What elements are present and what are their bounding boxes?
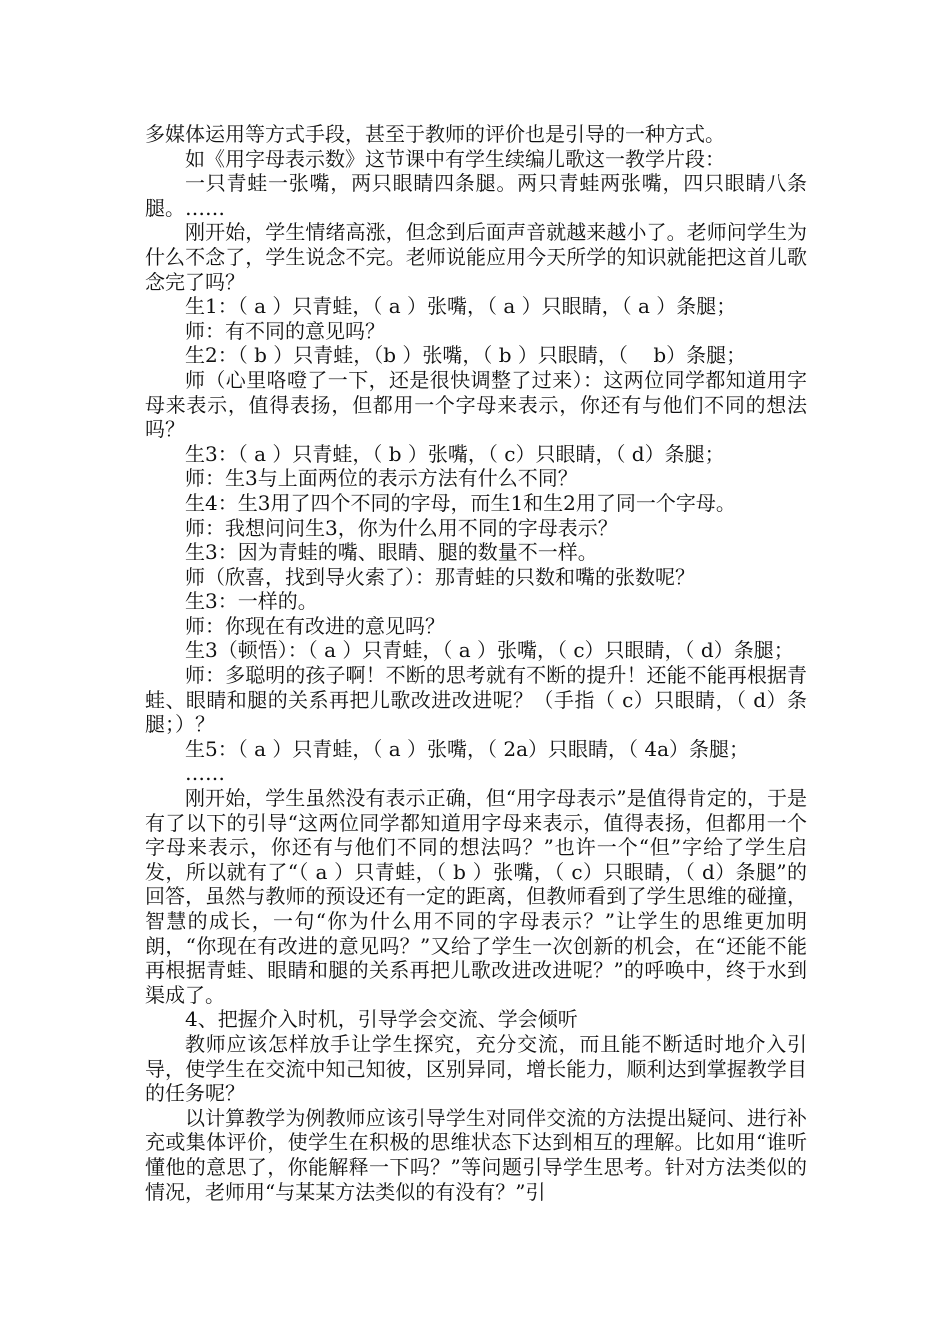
dialogue-line: 生3：一样的。 <box>185 589 318 614</box>
dialogue-line: 师：生3与上面两位的表示方法有什么不同？ <box>185 466 578 491</box>
dialogue-line: 生3（顿悟）：（ a ）只青蛙，（ a ）张嘴，（ c）只眼睛，（ d）条腿； <box>185 638 794 663</box>
paragraph: 以计算教学为例教师应该引导学生对同伴交流的方法提出疑问、进行补充或集体评价，使学生在积极的思维状态下达到相互的理解。比如用“谁听懂他的意思了，你能解释一下吗？”等问题引导学生思考。针对方法类似的情况，老师用“与某某方法类似的有没有？”引 <box>145 1105 807 1204</box>
paragraph: 如《用字母表示数》这节课中有学生续编儿歌这一教学片段： <box>185 146 725 171</box>
dialogue-line: 生3：因为青蛙的嘴、眼睛、腿的数量不一样。 <box>185 540 598 565</box>
dialogue-line: 师：有不同的意见吗？ <box>185 318 385 343</box>
paragraph: 刚开始，学生虽然没有表示正确，但“用字母表示”是值得肯定的，于是有了以下的引导“这两位同学都知道用字母来表示，值得表扬，但都用一个字母来表示，你还有与他们不同的想法吗？”也许一个“但”字给了学生启发，所以就有了“（ a ）只青蛙，（ b ）张嘴，（ c）只眼睛，（ d）条腿”的回答，虽然与教师的预设还有一定的距离，但教师看到了学生思维的碰撞，智慧的成长，一句“你为什么用不同的字母表示？”让学生的思维更加明朗，“你现在有改进的意见吗？”又给了学生一次创新的机会，在“还能不能再根据青蛙、眼睛和腿的关系再把儿歌改进改进呢？”的呼唤中，终于水到渠成了。 <box>145 786 807 1007</box>
dialogue-line: 师：多聪明的孩子啊！不断的思考就有不断的提升！还能不能再根据青蛙、眼睛和腿的关系再把儿歌改进改进呢？（手指（ c）只眼睛，（ d）条腿；）？ <box>145 663 807 737</box>
dialogue-line: 师（心里咯噔了一下，还是很快调整了过来）：这两位同学都知道用字母来表示，值得表扬，但都用一个字母来表示，你还有与他们不同的想法吗？ <box>145 367 807 442</box>
dialogue-line: 师：我想问问生3，你为什么用不同的字母表示？ <box>185 515 618 540</box>
dialogue-line: 生1：（ a ）只青蛙，（ a ）张嘴，（ a ）只眼睛，（ a ）条腿； <box>185 294 737 319</box>
ellipsis-line: …… <box>185 761 225 786</box>
paragraph: 刚开始，学生情绪高涨，但念到后面声音就越来越小了。老师问学生为什么不念了，学生说念不完。老师说能应用今天所学的知识就能把这首儿歌念完了吗？ <box>145 220 807 294</box>
body-text <box>145 122 807 1204</box>
dialogue-line: 生2：（ b ）只青蛙，（b ）张嘴，（ b ）只眼睛，（ b）条腿； <box>185 343 747 368</box>
dialogue-line: 生5：（ a ）只青蛙，（ a ）张嘴，（ 2a）只眼睛，（ 4a）条腿； <box>185 736 750 761</box>
paragraph: 一只青蛙一张嘴，两只眼睛四条腿。两只青蛙两张嘴，四只眼睛八条腿。…… <box>145 171 807 220</box>
dialogue-line: 师（欣喜，找到导火索了）：那青蛙的只数和嘴的张数呢？ <box>185 564 695 589</box>
section-heading: 4、把握介入时机，引导学会交流、学会倾听 <box>185 1007 578 1032</box>
paragraph: 多媒体运用等方式手段，甚至于教师的评价也是引导的一种方式。 <box>145 122 725 146</box>
dialogue-line: 生3：（ a ）只青蛙，（ b ）张嘴，（ c）只眼睛，（ d）条腿； <box>185 441 725 466</box>
paragraph: 教师应该怎样放手让学生探究，充分交流，而且能不断适时地介入引导，使学生在交流中知己知彼，区别异同，增长能力，顺利达到掌握教学目的任务呢？ <box>145 1031 807 1106</box>
dialogue-line: 师：你现在有改进的意见吗？ <box>185 613 445 638</box>
dialogue-line: 生4：生3用了四个不同的字母，而生1和生2用了同一个字母。 <box>185 490 736 515</box>
